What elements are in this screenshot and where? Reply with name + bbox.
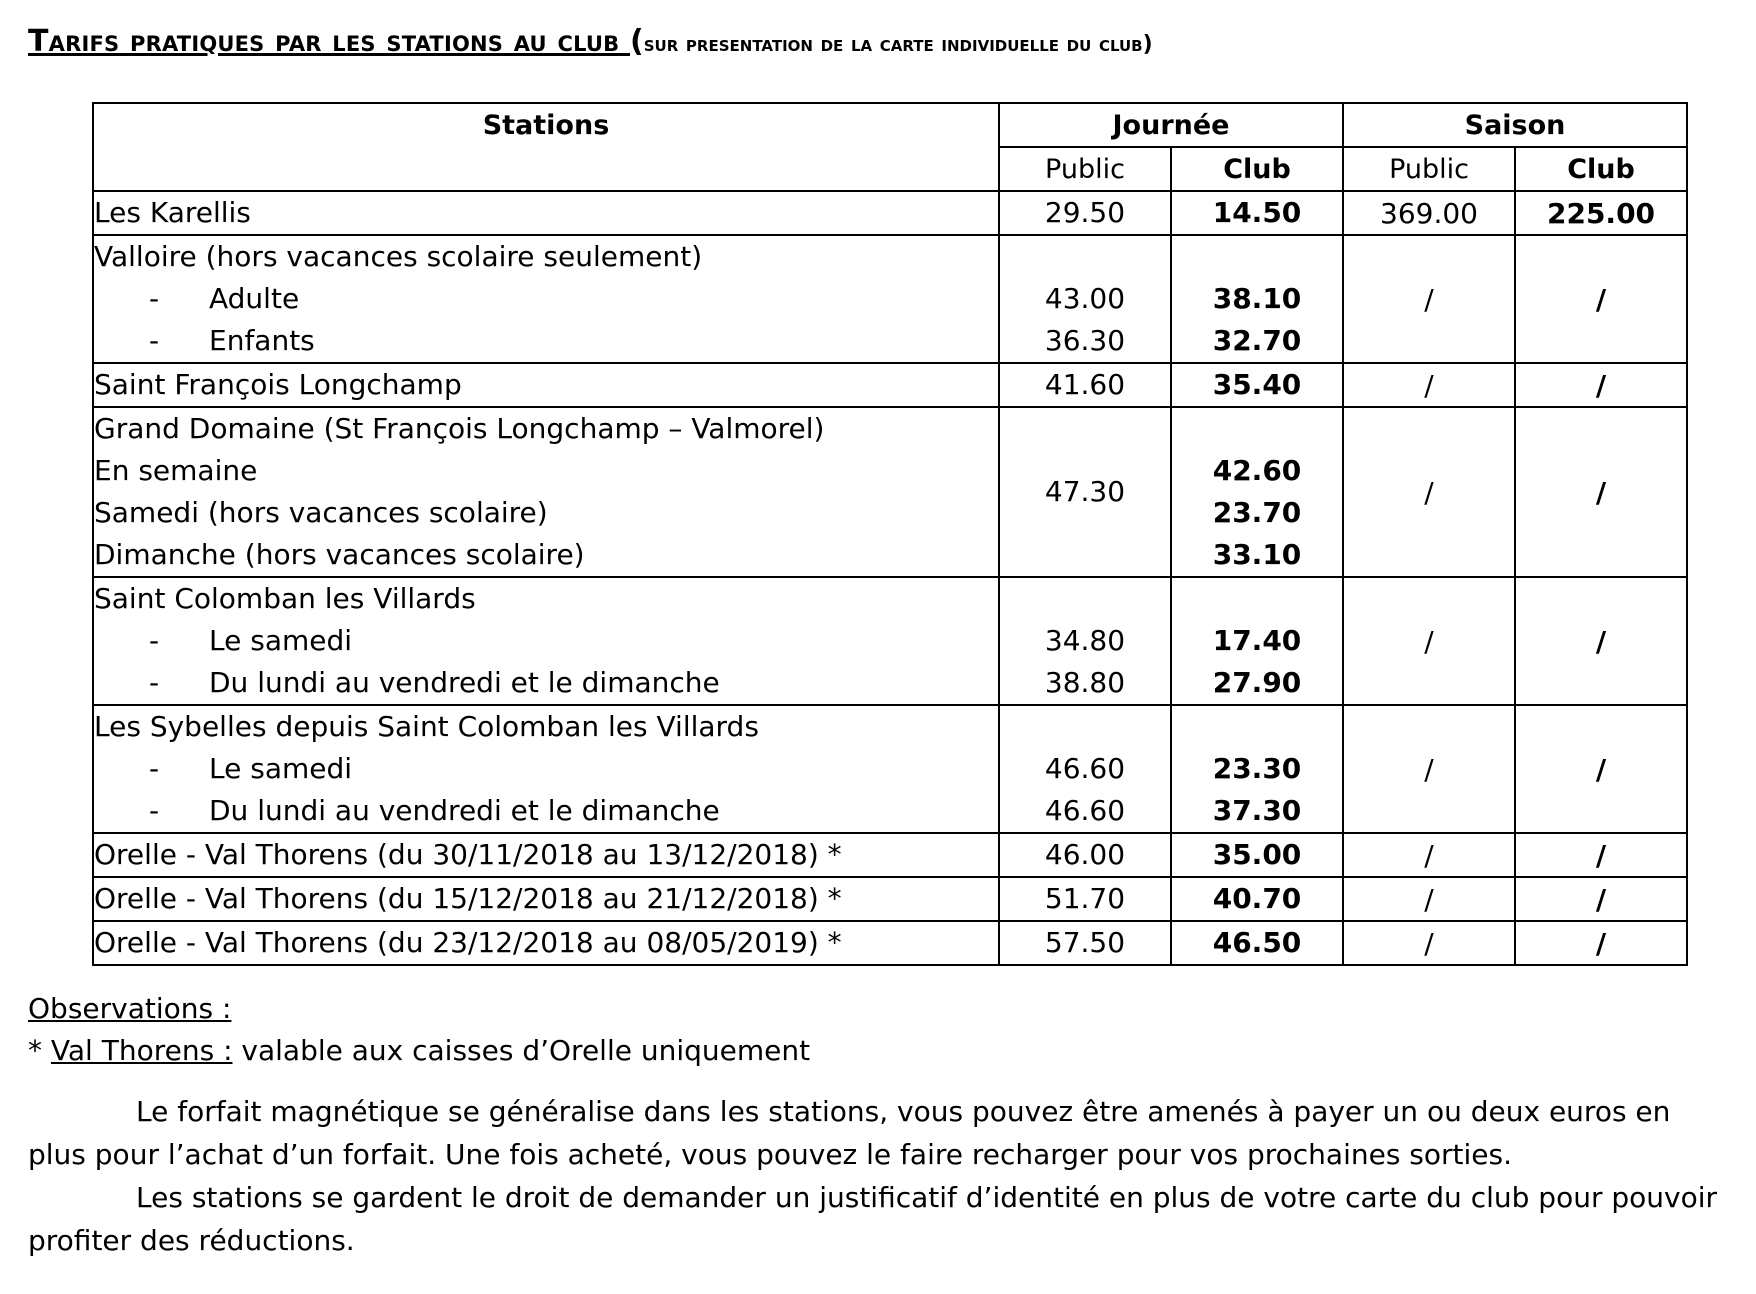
- journee-club-cell-value: 33.10: [1212, 538, 1302, 571]
- journee-club-cell-value: 35.40: [1212, 368, 1302, 401]
- journee-club-cell-value: 14.50: [1212, 196, 1302, 229]
- journee-public-cell: [999, 705, 1171, 833]
- table-row: [93, 577, 1687, 705]
- station-name-cell: [93, 407, 999, 577]
- journee-club-cell: [1171, 833, 1343, 877]
- table-row: [93, 235, 1687, 363]
- saison-club-cell: /: [1515, 577, 1687, 705]
- station-sub-item: [94, 278, 998, 320]
- station-name: Orelle - Val Thorens (du 23/12/2018 au 08/05/2019) *: [94, 926, 842, 959]
- bullet-dash: -: [149, 282, 160, 315]
- saison-public-cell: /: [1343, 705, 1515, 833]
- journee-club-cell: [1171, 877, 1343, 921]
- header-saison: Saison: [1343, 103, 1687, 147]
- journee-public-cell-value: [1000, 578, 1170, 620]
- saison-club-cell: /: [1515, 407, 1687, 577]
- saison-club-cell: /: [1515, 877, 1687, 921]
- journee-club-cell-value: 37.30: [1212, 794, 1302, 827]
- paragraph-forfait-text: Le forfait magnétique se généralise dans les stations, vous pouvez être amenés à payer un ou deux euros en plus pour l’achat d’un forfait. Une fois acheté, vous pouvez le faire recharger pour vos prochaines sorties.: [28, 1095, 1671, 1171]
- paragraph-identite: [28, 1176, 1728, 1262]
- saison-public-cell: /: [1343, 407, 1515, 577]
- header-journee-public: Public: [999, 147, 1171, 191]
- bullet-dash: -: [149, 752, 160, 785]
- journee-public-cell: [999, 191, 1171, 235]
- journee-public-cell: [999, 407, 1171, 577]
- journee-public-cell: [999, 363, 1171, 407]
- paragraph-forfait: [28, 1090, 1728, 1176]
- bullet-dash: -: [149, 624, 160, 657]
- header-saison-public: Public: [1343, 147, 1515, 191]
- journee-public-cell-value: 46.00: [1044, 838, 1126, 871]
- saison-public-cell: /: [1343, 235, 1515, 363]
- journee-club-cell-value: [1172, 578, 1342, 620]
- saison-club-cell: /: [1515, 921, 1687, 965]
- rates-table: [92, 102, 1688, 966]
- station-name: Orelle - Val Thorens (du 30/11/2018 au 13/12/2018) *: [94, 838, 842, 871]
- journee-public-cell-value: 38.80: [1044, 666, 1126, 699]
- journee-public-cell-value: [1000, 706, 1170, 748]
- station-sub-item: [94, 748, 998, 790]
- station-name-cell: [93, 877, 999, 921]
- saison-public-cell: /: [1343, 833, 1515, 877]
- journee-public-cell-value: [1000, 236, 1170, 278]
- journee-club-cell: [1171, 407, 1343, 577]
- journee-club-cell-value: 38.10: [1212, 282, 1302, 315]
- journee-public-cell-value: 34.80: [1044, 624, 1126, 657]
- saison-public-cell: /: [1343, 877, 1515, 921]
- journee-public-cell-value: 36.30: [1044, 324, 1126, 357]
- station-name: Saint Colomban les Villards: [94, 582, 476, 615]
- station-name: Orelle - Val Thorens (du 15/12/2018 au 21/12/2018) *: [94, 882, 842, 915]
- station-name: En semaine: [94, 454, 258, 487]
- station-name: Les Sybelles depuis Saint Colomban les Villards: [94, 710, 759, 743]
- station-name: Saint François Longchamp: [94, 368, 462, 401]
- observation-label: Val Thorens :: [50, 1034, 233, 1067]
- journee-club-cell-value: 42.60: [1212, 454, 1302, 487]
- journee-club-cell-value: 35.00: [1212, 838, 1302, 871]
- journee-club-cell-value: 23.30: [1212, 752, 1302, 785]
- journee-public-cell: [999, 235, 1171, 363]
- journee-club-cell-value: 23.70: [1212, 496, 1302, 529]
- journee-public-cell-value: 43.00: [1044, 282, 1126, 315]
- journee-club-cell-value: 32.70: [1212, 324, 1302, 357]
- journee-club-cell-value: 27.90: [1212, 666, 1302, 699]
- journee-public-cell-value: 29.50: [1044, 196, 1126, 229]
- bullet-dash: -: [149, 794, 160, 827]
- journee-club-cell-value: 40.70: [1212, 882, 1302, 915]
- saison-club-cell: /: [1515, 363, 1687, 407]
- station-sub-item: [94, 320, 998, 362]
- rates-table-body: [93, 191, 1687, 965]
- saison-club-cell: 225.00: [1515, 191, 1687, 235]
- table-row: [93, 833, 1687, 877]
- observation-text: valable aux caisses d’Orelle uniquement: [232, 1034, 811, 1067]
- journee-club-cell-value: 46.50: [1212, 926, 1302, 959]
- observations-heading: Observations :: [28, 992, 232, 1025]
- header-saison-club: Club: [1515, 147, 1687, 191]
- table-row: [93, 407, 1687, 577]
- table-row: [93, 877, 1687, 921]
- page-title: [28, 24, 1153, 59]
- paragraph-identite-text: Les stations se gardent le droit de demander un justificatif d’identité en plus de votre carte du club pour pouvoir profiter des réductions.: [28, 1181, 1718, 1257]
- station-name-cell: [93, 191, 999, 235]
- journee-public-cell-value: 51.70: [1044, 882, 1126, 915]
- journee-public-cell-value: 41.60: [1044, 368, 1126, 401]
- sub-item-label: Enfants: [209, 324, 315, 357]
- header-journee-club: Club: [1171, 147, 1343, 191]
- sub-item-label: Le samedi: [209, 752, 353, 785]
- sub-item-label: Adulte: [209, 282, 300, 315]
- station-name: Les Karellis: [94, 196, 251, 229]
- journee-club-cell: [1171, 191, 1343, 235]
- observation-val-thorens: [28, 1034, 810, 1067]
- saison-club-cell: /: [1515, 833, 1687, 877]
- bullet-dash: -: [149, 666, 160, 699]
- station-name-cell: [93, 577, 999, 705]
- header-journee: Journée: [999, 103, 1343, 147]
- table-row: [93, 705, 1687, 833]
- journee-club-cell-value: 17.40: [1212, 624, 1302, 657]
- journee-public-cell: [999, 833, 1171, 877]
- header-stations: Stations: [93, 103, 999, 191]
- journee-public-cell: [999, 877, 1171, 921]
- station-name-cell: [93, 705, 999, 833]
- station-name: Grand Domaine (St François Longchamp – Valmorel): [94, 412, 825, 445]
- station-name: Dimanche (hors vacances scolaire): [94, 538, 585, 571]
- station-name-cell: [93, 833, 999, 877]
- sub-item-label: Le samedi: [209, 624, 353, 657]
- observation-star: *: [28, 1034, 51, 1067]
- journee-public-cell-value: 47.30: [1044, 475, 1126, 508]
- saison-club-cell: /: [1515, 235, 1687, 363]
- title-subtitle: sur presentation de la carte individuelle du club): [643, 32, 1153, 57]
- station-sub-item: [94, 620, 998, 662]
- journee-public-cell: [999, 921, 1171, 965]
- bullet-dash: -: [149, 324, 160, 357]
- journee-club-cell: [1171, 235, 1343, 363]
- station-name-cell: [93, 363, 999, 407]
- title-main: Tarifs pratiques par les stations au club: [28, 24, 631, 59]
- journee-club-cell: [1171, 577, 1343, 705]
- station-name-cell: [93, 921, 999, 965]
- sub-item-label: Du lundi au vendredi et le dimanche: [209, 666, 720, 699]
- journee-public-cell-value: 57.50: [1044, 926, 1126, 959]
- table-row: [93, 921, 1687, 965]
- saison-public-cell: /: [1343, 577, 1515, 705]
- title-paren: (: [630, 24, 644, 59]
- journee-public-cell-value: 46.60: [1044, 794, 1126, 827]
- journee-public-cell-value: 46.60: [1044, 752, 1126, 785]
- journee-club-cell: [1171, 363, 1343, 407]
- journee-club-cell-value: [1172, 236, 1342, 278]
- saison-public-cell: 369.00: [1343, 191, 1515, 235]
- table-row: [93, 191, 1687, 235]
- station-name-cell: [93, 235, 999, 363]
- journee-club-cell-value: [1172, 408, 1342, 450]
- station-name: Samedi (hors vacances scolaire): [94, 496, 548, 529]
- table-row: [93, 363, 1687, 407]
- station-name: Valloire (hors vacances scolaire seulement): [94, 240, 703, 273]
- saison-public-cell: /: [1343, 363, 1515, 407]
- saison-club-cell: /: [1515, 705, 1687, 833]
- journee-club-cell: [1171, 705, 1343, 833]
- journee-club-cell: [1171, 921, 1343, 965]
- journee-club-cell-value: [1172, 706, 1342, 748]
- sub-item-label: Du lundi au vendredi et le dimanche: [209, 794, 720, 827]
- station-sub-item: [94, 662, 998, 704]
- journee-public-cell: [999, 577, 1171, 705]
- saison-public-cell: /: [1343, 921, 1515, 965]
- station-sub-item: [94, 790, 998, 832]
